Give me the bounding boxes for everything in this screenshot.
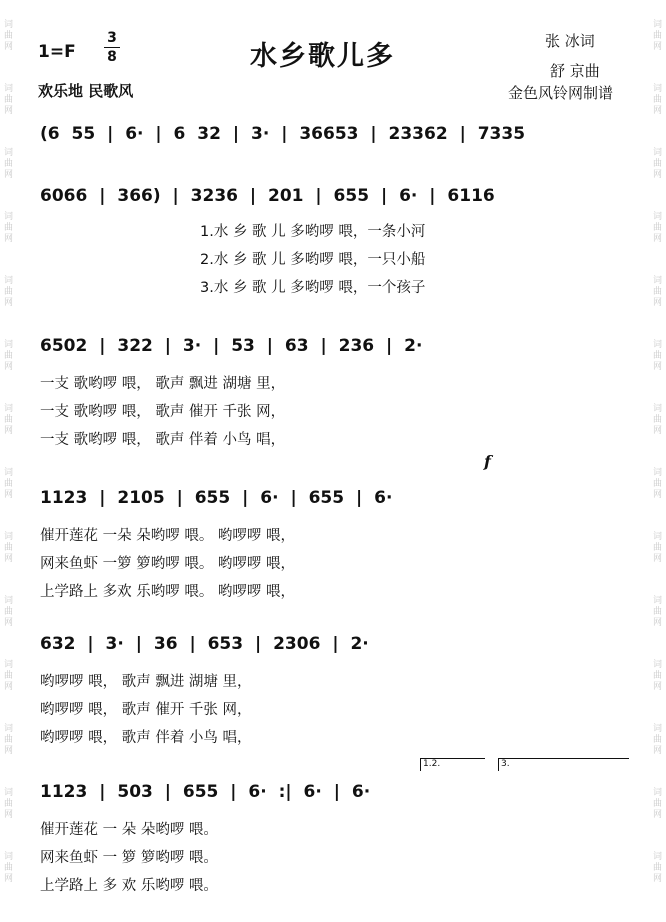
- lyric-verse-2: 网来鱼虾 一 箩 箩哟啰 喂。: [40, 850, 218, 866]
- lyric-verse-1: 1.水 乡 歌 儿 多哟啰 喂，一条小河: [200, 224, 426, 240]
- key-signature: 1=F: [38, 42, 76, 62]
- volta-first-ending: 1.2.: [420, 758, 485, 771]
- notation-line: 6066 | 366) | 3236 | 201 | 655 | 6· | 6116: [40, 186, 495, 206]
- time-signature-line: [104, 47, 120, 48]
- notation-line: 6502 | 322 | 3· | 53 | 63 | 236 | 2·: [40, 336, 423, 356]
- lyric-verse-2: 一支 歌哟啰 喂， 歌声 催开 千张 网，: [40, 404, 286, 420]
- lyric-verse-1: 催开莲花 一 朵 朵哟啰 喂。: [40, 822, 218, 838]
- composer: 舒 京曲: [550, 62, 600, 80]
- lyric-verse-2: 网来鱼虾 一箩 箩哟啰 喂。 哟啰啰 喂，: [40, 556, 296, 572]
- volta-second-ending: 3.: [498, 758, 629, 771]
- lyric-verse-3: 上学路上 多欢 乐哟啰 喂。 哟啰啰 喂，: [40, 584, 296, 600]
- time-signature: [104, 30, 120, 65]
- time-signature-top: 3: [107, 30, 117, 46]
- lyric-verse-3: 3.水 乡 歌 儿 多哟啰 喂，一个孩子: [200, 280, 426, 296]
- producer-credit: 金色风铃网制谱: [508, 84, 614, 102]
- lyric-verse-2: 哟啰啰 喂， 歌声 催开 千张 网，: [40, 702, 252, 718]
- notation-line: 1123 | 2105 | 655 | 6· | 655 | 6·: [40, 488, 393, 508]
- lyric-verse-3: 一支 歌哟啰 喂， 歌声 伴着 小鸟 唱，: [40, 432, 286, 448]
- lyric-verse-3: 哟啰啰 喂， 歌声 伴着 小鸟 唱，: [40, 730, 252, 746]
- lyric-verse-1: 哟啰啰 喂， 歌声 飘进 湖塘 里，: [40, 674, 252, 690]
- song-title: 水乡歌儿多: [250, 41, 395, 72]
- lyric-verse-1: 一支 歌哟啰 喂， 歌声 飘进 湖塘 里，: [40, 376, 286, 392]
- notation-line: 1123 | 503 | 655 | 6· :| 6· | 6·: [40, 782, 371, 802]
- lyric-verse-1: 催开莲花 一朵 朵哟啰 喂。 哟啰啰 喂，: [40, 528, 296, 544]
- notation-line: 632 | 3· | 36 | 653 | 2306 | 2·: [40, 634, 369, 654]
- lyric-verse-2: 2.水 乡 歌 儿 多哟啰 喂，一只小船: [200, 252, 426, 268]
- tempo-style: 欢乐地 民歌风: [38, 82, 134, 100]
- lyricist: 张 冰词: [545, 32, 595, 50]
- notation-line: (6 55 | 6· | 6 32 | 3· | 36653 | 23362 | 7335: [40, 124, 526, 144]
- lyric-verse-3: 上学路上 多 欢 乐哟啰 喂。: [40, 878, 218, 894]
- time-signature-bottom: 8: [107, 49, 117, 65]
- dynamic-mark: f: [484, 452, 491, 471]
